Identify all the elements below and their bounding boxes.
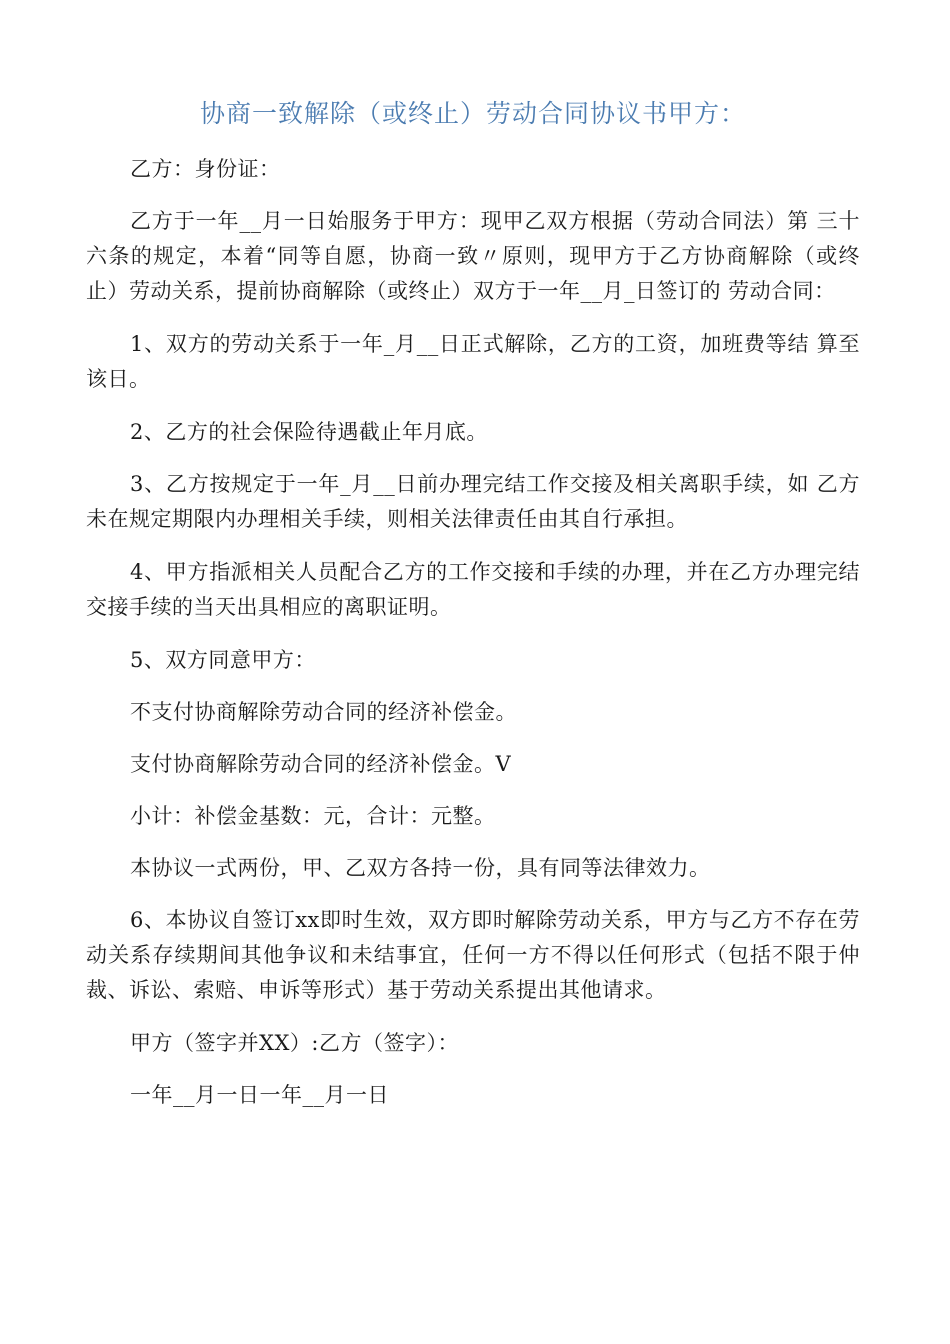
party-b-id-line: 乙方：身份证： — [130, 157, 281, 181]
document-title: 协商一致解除（或终止）劳动合同协议书甲方： — [199, 99, 746, 128]
signature-line: 甲方（签字并XX）:乙方（签字）： — [130, 1031, 459, 1055]
clause-3: 3、乙方按规定于一年_月__日前办理完结工作交接及相关离职手续，如 乙方未在规定期限内办理相关手续，则相关法律责任由其自行承担。 — [86, 472, 860, 531]
clause-5: 5、双方同意甲方： — [130, 648, 316, 672]
clause-5-option-no-compensation: 不支付协商解除劳动合同的经济补偿金。 — [130, 700, 517, 724]
preamble-paragraph: 乙方于一年__月一日始服务于甲方：现甲乙双方根据（劳动合同法）第 三十六条的规定，本着“同等自愿，协商一致〃原则，现甲方于乙方协商解除（或终止）劳动关系，提前协商解除（或终止）双方于一年__月_日签订的 劳动合同： — [86, 209, 860, 303]
clause-2: 2、乙方的社会保险待遇截止年月底。 — [130, 420, 488, 444]
clause-1: 1、双方的劳动关系于一年_月__日正式解除，乙方的工资，加班费等结 算至该日。 — [86, 332, 860, 391]
clause-6: 6、本协议自签订xx即时生效，双方即时解除劳动关系，甲方与乙方不存在劳动关系存续期间其他争议和未结事宜，任何一方不得以任何形式（包括不限于仲裁、诉讼、索赔、申诉等形式）基于劳动关系提出其他请求。 — [86, 908, 860, 1002]
date-line: 一年__月一日一年__月一日 — [130, 1083, 389, 1107]
copies-statement: 本协议一式两份，甲、乙双方各持一份，具有同等法律效力。 — [130, 856, 711, 880]
clause-4: 4、甲方指派相关人员配合乙方的工作交接和手续的办理，并在乙方办理完结交接手续的当天出具相应的离职证明。 — [86, 560, 860, 619]
clause-5-option-compensation: 支付协商解除劳动合同的经济补偿金。V — [130, 752, 512, 776]
compensation-subtotal: 小计：补偿金基数：元，合计：元整。 — [130, 804, 496, 828]
